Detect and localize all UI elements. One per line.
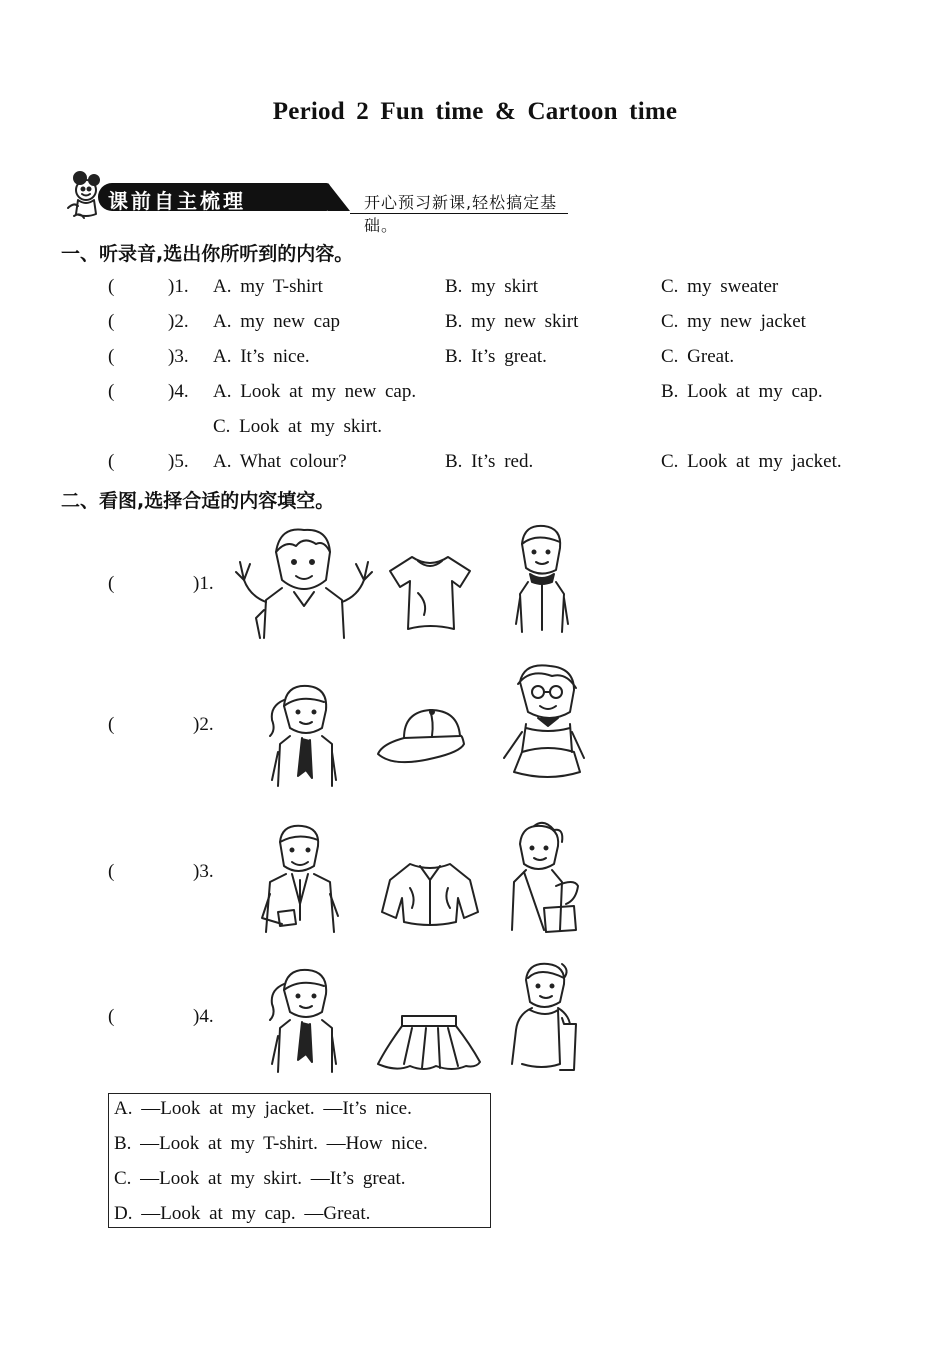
option-a: A. What colour? (213, 451, 347, 472)
answer-blank-open[interactable]: ( (108, 861, 115, 882)
man-in-suit-picture (258, 824, 340, 936)
option-a: A. It’s nice. (213, 346, 310, 367)
option-b: B. Look at my cap. (661, 381, 823, 402)
answer-blank-open[interactable]: ( (108, 1006, 115, 1027)
question-number: )5. (168, 451, 189, 472)
question-number: )2. (168, 311, 189, 332)
cap-picture (374, 704, 468, 766)
option-c: C. my new jacket (661, 311, 806, 332)
section-2-heading: 二、看图,选择合适的内容填空。 (61, 490, 335, 512)
answer-options-box (108, 1093, 491, 1228)
item-number: )3. (193, 861, 214, 882)
question-number: )1. (168, 276, 189, 297)
question-number: )3. (168, 346, 189, 367)
answer-option-d: D. —Look at my cap. —Great. (114, 1203, 371, 1224)
section-1-heading: 一、听录音,选出你所听到的内容。 (61, 243, 354, 265)
option-b: B. my new skirt (445, 311, 579, 332)
answer-option-b: B. —Look at my T-shirt. —How nice. (114, 1133, 428, 1154)
item-number: )4. (193, 1006, 214, 1027)
answer-blank-open[interactable]: ( (108, 451, 115, 472)
woman-with-bag-picture (504, 822, 582, 934)
answer-option-a: A. —Look at my jacket. —It’s nice. (114, 1098, 412, 1119)
boy-picture (512, 522, 572, 634)
item-number: )2. (193, 714, 214, 735)
answer-blank-open[interactable]: ( (108, 311, 115, 332)
answer-blank-open[interactable]: ( (108, 714, 115, 735)
woman-with-bag-picture (508, 960, 582, 1076)
answer-blank-open[interactable]: ( (108, 573, 115, 594)
boy-with-backpack-picture (236, 522, 372, 640)
option-c: C. Look at my skirt. (213, 416, 383, 437)
option-a: A. my new cap (213, 311, 341, 332)
girl-picture (266, 964, 338, 1076)
girl-picture (266, 680, 338, 790)
option-a: A. my T-shirt (213, 276, 323, 297)
banner-underline (350, 213, 568, 214)
page-title: Period 2 Fun time & Cartoon time (272, 98, 678, 125)
banner-arrow-icon (328, 183, 354, 213)
item-number: )1. (193, 573, 214, 594)
option-c: C. Great. (661, 346, 735, 367)
option-a: A. Look at my new cap. (213, 381, 417, 402)
skirt-picture (376, 1012, 482, 1072)
answer-blank-open[interactable]: ( (108, 276, 115, 297)
answer-blank-open[interactable]: ( (108, 381, 115, 402)
option-b: B. It’s red. (445, 451, 534, 472)
banner-label: 课前自主梳理 (108, 189, 246, 213)
option-b: B. my skirt (445, 276, 538, 297)
option-c: C. my sweater (661, 276, 779, 297)
option-c: C. Look at my jacket. (661, 451, 842, 472)
answer-option-c: C. —Look at my skirt. —It’s great. (114, 1168, 406, 1189)
banner-subtitle: 开心预习新课,轻松搞定基础。 (364, 193, 558, 235)
girl-with-glasses-picture (500, 662, 586, 782)
option-b: B. It’s great. (445, 346, 547, 367)
t-shirt-picture (388, 553, 472, 633)
jacket-picture (380, 858, 480, 928)
question-number: )4. (168, 381, 189, 402)
section-banner (60, 168, 580, 235)
answer-blank-open[interactable]: ( (108, 346, 115, 367)
